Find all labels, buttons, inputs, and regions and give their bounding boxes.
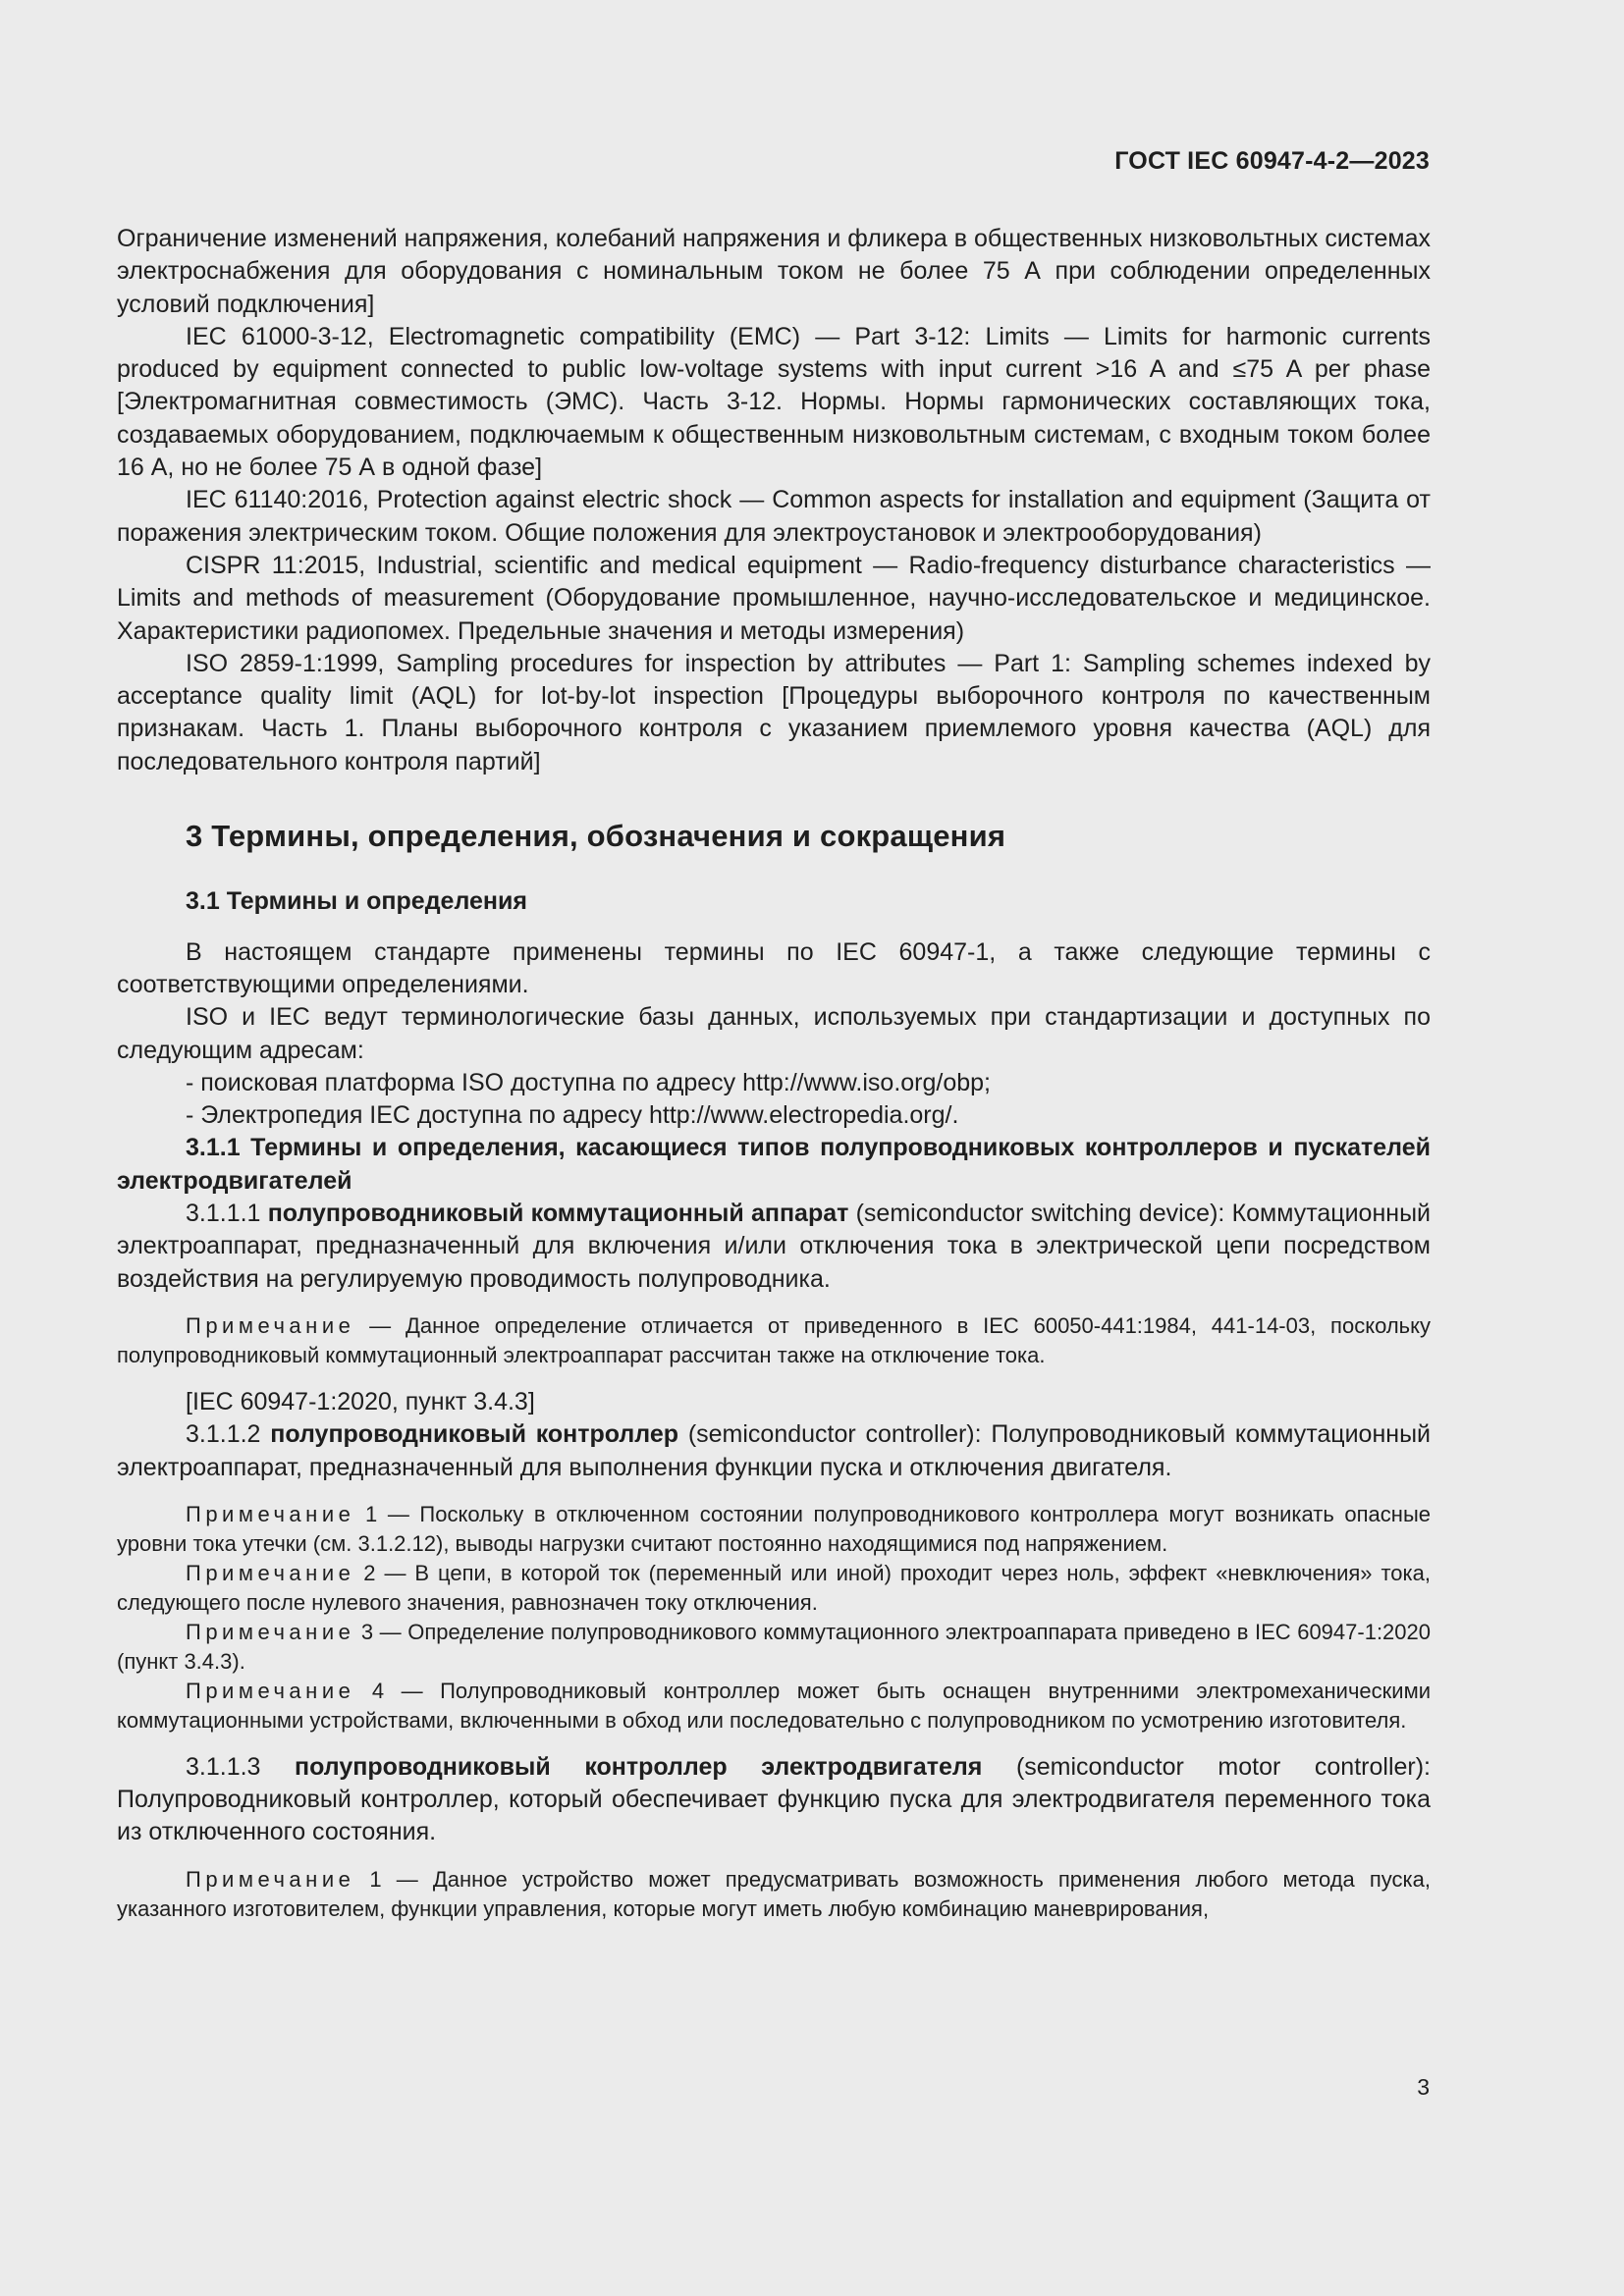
term-definition [117, 1751, 1431, 1849]
note [117, 1559, 1431, 1618]
notes-group [117, 1500, 1431, 1735]
document-code-header: ГОСТ IEC 60947-4-2—2023 [1114, 147, 1430, 175]
term-text: (semiconductor motor controller): Полупроводниковый контроллер, который обеспечивает функцию пуска для электродвигателя переменного тока из отключенного состояния. [117, 1752, 1431, 1846]
note-number: 2 [354, 1560, 376, 1585]
document-body [117, 223, 1431, 1924]
note-number: 4 [354, 1678, 385, 1703]
subsubsection-heading: 3.1.1 Термины и определения, касающиеся типов полупроводниковых контроллеров и пускателей электродвигателей [117, 1134, 1431, 1195]
list-item: - поисковая платформа ISO доступна по адресу http://www.iso.org/obp; [186, 1068, 991, 1096]
reference-paragraph: ISO 2859-1:1999, Sampling procedures for inspection by attributes — Part 1: Sampling schemes indexed by acceptance quality limit (AQL) for lot-by-lot inspection [Процедуры выборочного контроля по качественным признакам. Часть 1. Планы выборочного контроля с указанием приемлемого уровня качества (AQL) для последовательного контроля партий] [117, 649, 1431, 775]
note [117, 1677, 1431, 1735]
note-label: Примечание [186, 1501, 355, 1526]
page-number: 3 [1417, 2074, 1430, 2100]
note-label: Примечание [186, 1560, 355, 1585]
term-source: [IEC 60947-1:2020, пункт 3.4.3] [186, 1387, 535, 1415]
intro-paragraph: ISO и IEC ведут терминологические базы данных, используемых при стандартизации и доступных по следующим адресам: [117, 1003, 1431, 1064]
note-label: Примечание [186, 1866, 355, 1892]
note-text: — Поскольку в отключенном состоянии полупроводникового контроллера могут возникать опасные уровни тока утечки (см. 3.1.2.12), выводы нагрузки считают постоянно находящимися под напряжением. [117, 1501, 1431, 1556]
section-heading: 3 Термины, определения, обозначения и сокращения [186, 819, 1006, 854]
list-item: - Электропедия IEC доступна по адресу http://www.electropedia.org/. [186, 1101, 959, 1130]
term-text: (semiconductor switching device): Коммутационный электроаппарат, предназначенный для включения и/или отключения тока в электрической цепи посредством воздействия на регулируемую проводимость полупроводника. [117, 1200, 1432, 1293]
note-number: 1 [354, 1501, 378, 1526]
note-text: — Полупроводниковый контроллер может быть оснащен внутренними электромеханическими коммутационными устройствами, включенными в обход или последовательно с полупроводником по усмотрению изготовителя. [117, 1678, 1431, 1733]
note-text: — Данное устройство может предусматривать возможность применения любого метода пуска, указанного изготовителем, функции управления, которые могут иметь любую комбинацию маневрирования, [117, 1866, 1431, 1921]
note-text: — Определение полупроводникового коммутационного электроаппарата приведено в IEC 60947-1:2020 (пункт 3.4.3). [117, 1619, 1432, 1674]
note [117, 1311, 1431, 1370]
reference-paragraph: IEC 61000-3-12, Electromagnetic compatibility (EMC) — Part 3-12: Limits — Limits for harmonic currents produced by equipment connected to public low-voltage systems with input current >16 A and ≤75 A per phase [Электромагнитная совместимость (ЭМС). Часть 3-12. Нормы. Нормы гармонических составляющих тока, создаваемых оборудованием, подключаемым к общественным низковольтным системам, с входным током более 16 А, но не более 75 А в одной фазе] [117, 322, 1431, 482]
reference-paragraph: Ограничение изменений напряжения, колебаний напряжения и фликера в общественных низковольтных системах электроснабжения для оборудования с номинальным током не более 75 А при соблюдении определенных условий подключения] [117, 225, 1431, 318]
term-name: полупроводниковый контроллер электродвигателя [295, 1752, 983, 1781]
reference-paragraph: IEC 61140:2016, Protection against electric shock — Common aspects for installation and equipment (Защита от поражения электрическим током. Общие положения для электроустановок и электрооборудования) [117, 486, 1431, 547]
term-text: (semiconductor controller): Полупроводниковый коммутационный электроаппарат, предназначенный для выполнения функции пуска и отключения двигателя. [117, 1420, 1432, 1481]
note [117, 1618, 1431, 1677]
term-definition [117, 1418, 1431, 1484]
note-number: 3 [354, 1619, 374, 1644]
reference-paragraph: CISPR 11:2015, Industrial, scientific and medical equipment — Radio-frequency disturbance characteristics — Limits and methods of measurement (Оборудование промышленное, научно-исследовательское и медицинское. Характеристики радиопомех. Предельные значения и методы измерения) [117, 551, 1431, 645]
note [117, 1865, 1431, 1924]
note-text: — В цепи, в которой ток (переменный или иной) проходит через ноль, эффект «невключения» тока, следующего после нулевого значения, равнозначен току отключения. [117, 1560, 1431, 1615]
term-definition [117, 1198, 1431, 1296]
note-number: 1 [354, 1866, 382, 1892]
note-label: Примечание [186, 1678, 355, 1703]
note-label: Примечание [186, 1619, 355, 1644]
subsection-heading: 3.1 Термины и определения [186, 887, 527, 916]
note-text: — Данное определение отличается от приведенного в IEC 60050-441:1984, 441-14-03, поскольку полупроводниковый коммутационный электроаппарат рассчитан также на отключение тока. [117, 1312, 1431, 1367]
intro-paragraph: В настоящем стандарте применены термины по IEC 60947-1, а также следующие термины с соответствующими определениями. [117, 937, 1431, 998]
note-label: Примечание [186, 1312, 355, 1338]
note [117, 1500, 1431, 1559]
term-name: полупроводниковый коммутационный аппарат [267, 1200, 849, 1228]
term-name: полупроводниковый контроллер [270, 1420, 679, 1449]
term-number: 3.1.1.3 [186, 1752, 296, 1781]
term-number: 3.1.1.2 [186, 1420, 271, 1449]
term-number: 3.1.1.1 [186, 1200, 268, 1228]
